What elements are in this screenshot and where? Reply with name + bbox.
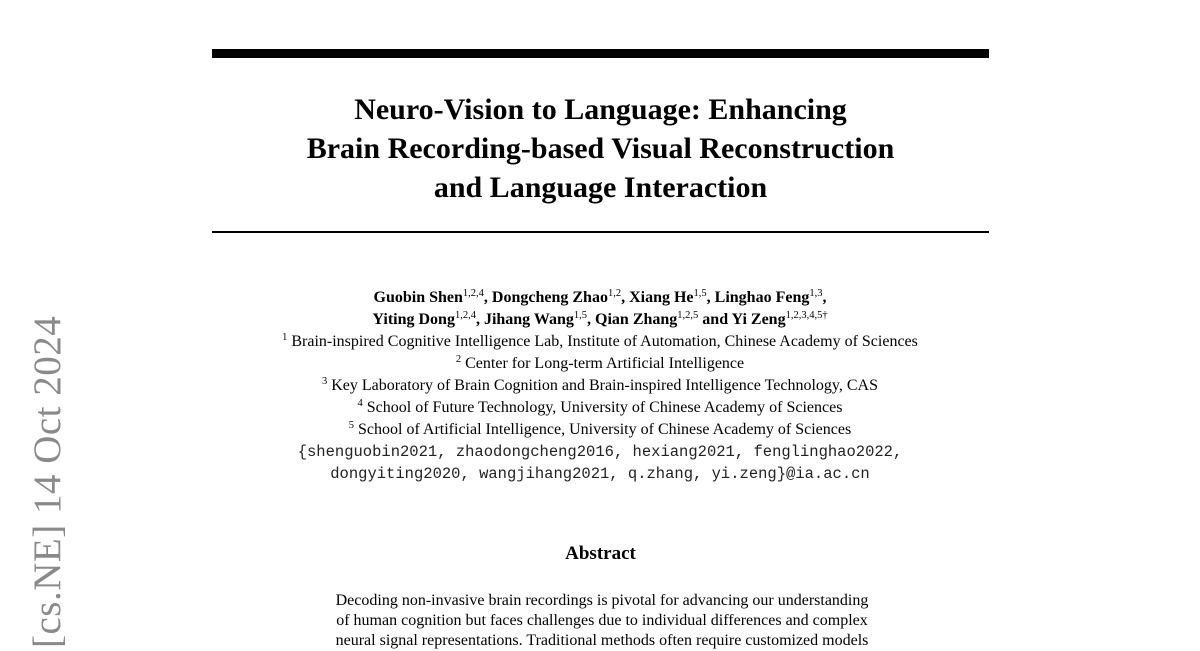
author-affiliation-marks: 1,5	[693, 288, 707, 299]
affiliation-text: Center for Long-term Artificial Intelligence	[465, 355, 745, 372]
author-separator: ,	[587, 311, 596, 328]
title-top-rule	[212, 49, 989, 58]
abstract-line: Decoding non-invasive brain recordings is pivotal for advancing our understanding	[335, 592, 869, 609]
affiliation-text: School of Artificial Intelligence, University of Chinese Academy of Sciences	[358, 421, 852, 438]
affiliation	[150, 375, 1050, 397]
affiliation	[150, 419, 1050, 441]
author-name: Yi Zeng	[731, 311, 786, 328]
affiliation-text: Key Laboratory of Brain Cognition and Brain-inspired Intelligence Technology, CAS	[331, 377, 878, 394]
arxiv-sidebar-stamp: [cs.NE] 14 Oct 2024	[26, 315, 69, 648]
title-line: Neuro-Vision to Language: Enhancing	[354, 93, 847, 126]
author-separator: ,	[621, 289, 630, 306]
affiliation-number: 3	[321, 376, 328, 387]
affiliation-number: 2	[455, 354, 462, 365]
author-affiliation-marks: 1,3	[809, 288, 823, 299]
abstract-line: of human cognition but faces challenges due to individual differences and complex	[336, 612, 868, 629]
author-affiliation-marks: 1,2,4	[462, 288, 484, 299]
title-bottom-rule	[212, 231, 989, 233]
author-affiliation-marks: 1,2,3,4,5†	[785, 310, 828, 321]
author-separator: ,	[706, 289, 715, 306]
author-name: Dongcheng Zhao	[491, 289, 608, 306]
author-name: Guobin Shen	[373, 289, 463, 306]
affiliation-number: 4	[357, 398, 363, 409]
abstract-line: neural signal representations. Traditional methods often require customized models	[335, 632, 869, 649]
affiliation	[150, 397, 1050, 419]
author-separator: ,	[822, 289, 827, 306]
title-line: Brain Recording-based Visual Reconstruction	[306, 132, 895, 165]
author-line	[150, 287, 1050, 309]
affiliation-text: School of Future Technology, University of Chinese Academy of Sciences	[366, 399, 843, 416]
affiliation	[150, 331, 1050, 353]
abstract-body	[282, 591, 922, 651]
author-affiliation-marks: 1,5	[573, 310, 588, 321]
author-name: Jihang Wang	[483, 311, 574, 328]
affiliation-text: Brain-inspired Cognitive Intelligence Lab, Institute of Automation, Chinese Academy of Sciences	[291, 333, 918, 350]
email-line: {shenguobin2021, zhaodongcheng2016, hexiang2021, fenglinghao2022,	[297, 443, 903, 461]
author-separator: and	[698, 311, 732, 328]
email-line: dongyiting2020, wangjihang2021, q.zhang, yi.zeng}@ia.ac.cn	[330, 465, 870, 483]
author-affiliation-marks: 1,2,5	[677, 310, 699, 321]
title-line: and Language Interaction	[433, 171, 768, 204]
author-block	[150, 287, 1050, 485]
author-line	[150, 309, 1050, 331]
author-name: Qian Zhang	[595, 311, 678, 328]
affiliation-number: 5	[348, 420, 355, 431]
author-name: Linghao Feng	[714, 289, 810, 306]
affiliation-number: 1	[282, 332, 288, 343]
author-affiliation-marks: 1,2	[607, 288, 622, 299]
abstract-heading: Abstract	[565, 543, 636, 564]
author-affiliation-marks: 1,2,4	[454, 310, 476, 321]
author-separator: ,	[483, 289, 492, 306]
author-name: Yiting Dong	[372, 311, 455, 328]
affiliation	[150, 353, 1050, 375]
author-name: Xiang He	[629, 289, 694, 306]
author-separator: ,	[475, 311, 484, 328]
paper-title	[212, 90, 989, 207]
